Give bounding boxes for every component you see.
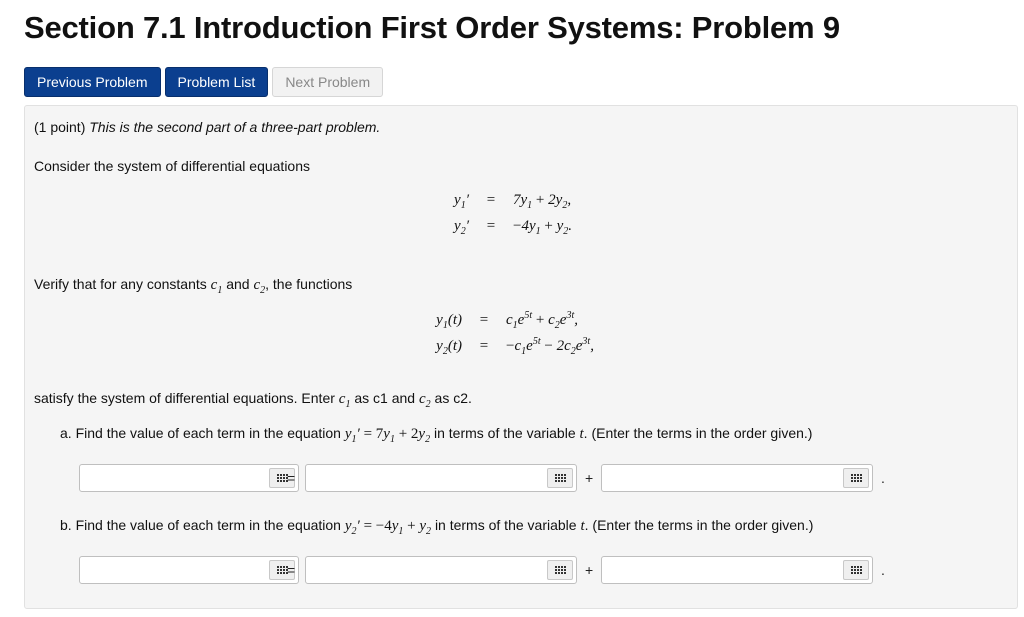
intro-line — [34, 119, 380, 135]
equation-editor-button[interactable] — [547, 560, 573, 580]
variable-t: t — [580, 518, 585, 534]
answer-a1-field — [79, 464, 299, 492]
period-mark: . — [881, 470, 885, 486]
part-a-equation: $y_1' = 7y_1 + 2y_2$ — [344, 426, 431, 445]
grid-icon — [277, 474, 288, 482]
verify-line — [34, 276, 352, 296]
variable-t: t — [579, 426, 584, 442]
satisfy-as2: as c2. — [434, 390, 472, 406]
part-a-pre: a. Find the value of each term in the equation — [60, 425, 341, 441]
grid-icon — [555, 566, 566, 574]
answer-a3-input[interactable] — [603, 466, 842, 490]
c2-symbol: $c_2$ — [418, 391, 431, 410]
solution-eq-2: $y_2(t) = -c_1e^{5t} - 2c_2e^{3t}$, — [436, 336, 594, 357]
grid-icon — [555, 474, 566, 482]
answer-b2-field — [305, 556, 577, 584]
points-label: (1 point) — [34, 119, 86, 135]
problem-panel — [24, 105, 1018, 609]
c2-symbol: $c_2$ — [253, 277, 266, 296]
solution-eq-1: $y_1(t) = c_1e^{5t} + c_2e^{3t}$, — [436, 310, 578, 331]
answer-b3-field — [601, 556, 873, 584]
grid-icon — [851, 566, 862, 574]
satisfy-pre: satisfy the system of differential equations. Enter — [34, 390, 335, 406]
grid-icon — [277, 566, 288, 574]
plus-sign: + — [585, 562, 594, 578]
part-b-post: in terms of the variable — [434, 517, 577, 533]
part-b-text — [60, 517, 813, 537]
next-problem-button[interactable]: Next Problem — [272, 67, 383, 97]
c1-symbol: $c_1$ — [210, 277, 223, 296]
page-title: Section 7.1 Introduction First Order Systems: Problem 9 — [24, 10, 840, 45]
answer-a2-input[interactable] — [307, 466, 546, 490]
satisfy-as1: as c1 and — [354, 390, 416, 406]
verify-pre: Verify that for any constants — [34, 276, 207, 292]
part-a-post: in terms of the variable — [433, 425, 576, 441]
equals-sign: = — [287, 562, 296, 578]
grid-icon — [851, 474, 862, 482]
problem-nav — [24, 67, 383, 97]
part-b-pre: b. Find the value of each term in the equation — [60, 517, 341, 533]
previous-problem-button[interactable]: Previous Problem — [24, 67, 161, 97]
part-a-text — [60, 425, 812, 445]
part-b-equation: $y_2' = -4y_1 + y_2$ — [344, 518, 432, 537]
equals-sign: = — [287, 470, 296, 486]
answer-a3-field — [601, 464, 873, 492]
intro-text: This is the second part of a three-part problem. — [89, 119, 381, 135]
answer-a2-field — [305, 464, 577, 492]
c1-symbol: $c_1$ — [338, 391, 351, 410]
answer-a1-input[interactable] — [81, 466, 268, 490]
period-mark: . — [881, 562, 885, 578]
equation-editor-button[interactable] — [547, 468, 573, 488]
part-b-end: . (Enter the terms in the order given.) — [584, 517, 814, 533]
equation-editor-button[interactable] — [843, 560, 869, 580]
answer-b3-input[interactable] — [603, 558, 842, 582]
answer-b1-field — [79, 556, 299, 584]
answer-b1-input[interactable] — [81, 558, 268, 582]
part-a-end: . (Enter the terms in the order given.) — [583, 425, 813, 441]
plus-sign: + — [585, 470, 594, 486]
equation-editor-button[interactable] — [843, 468, 869, 488]
verify-and: and — [226, 276, 250, 292]
satisfy-line — [34, 390, 472, 410]
problem-list-button[interactable]: Problem List — [165, 67, 269, 97]
system-eq-1: $y_1' = 7y_1 + 2y_2$, — [454, 192, 572, 211]
consider-text: Consider the system of differential equations — [34, 158, 311, 174]
system-eq-2: $y_2' = -4y_1 + y_2$. — [454, 218, 573, 237]
answer-b2-input[interactable] — [307, 558, 546, 582]
verify-post: , the functions — [265, 276, 353, 292]
